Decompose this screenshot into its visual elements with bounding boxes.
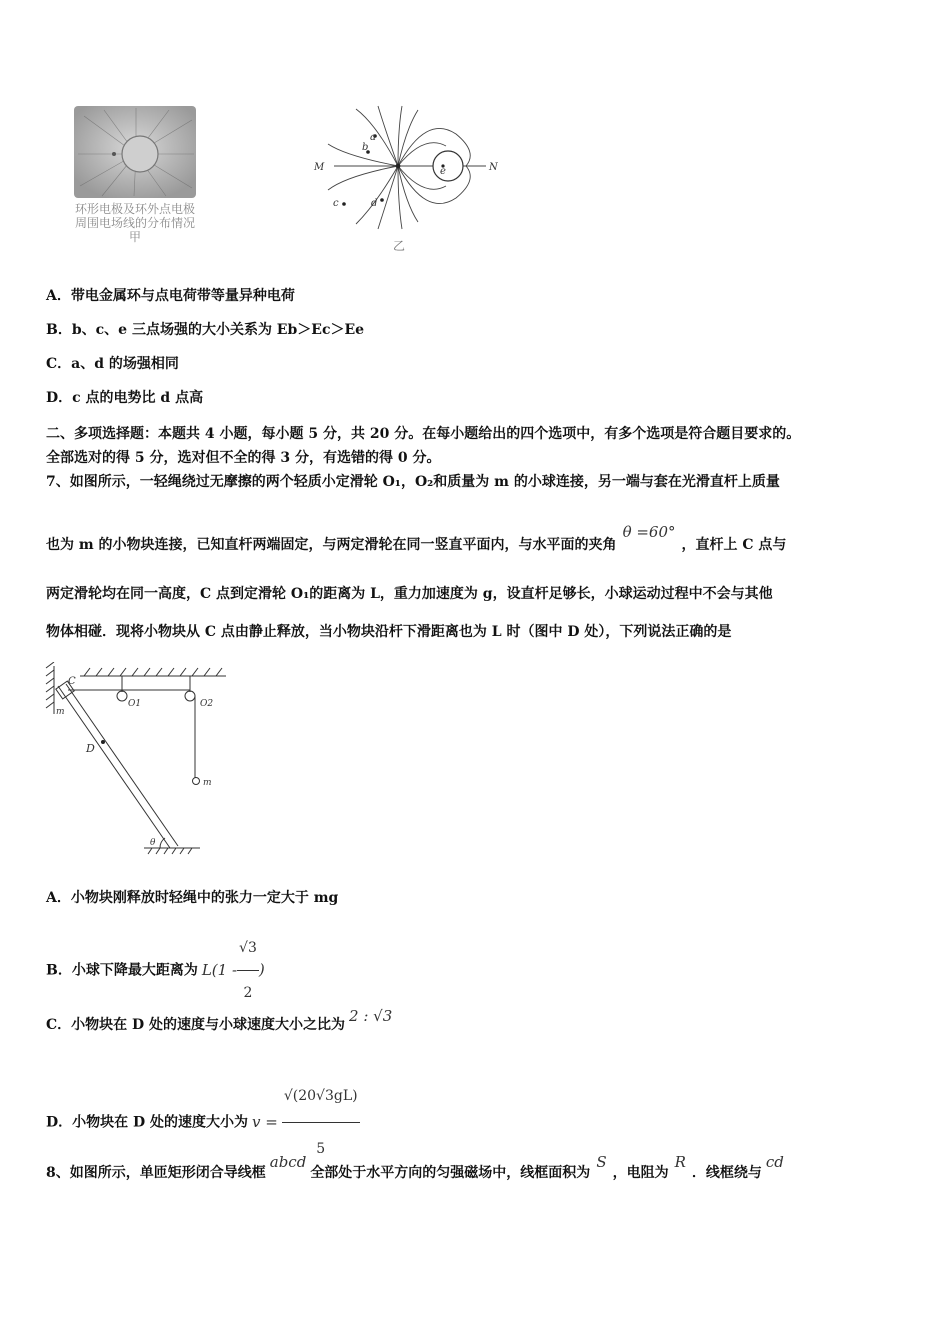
figure-jia <box>70 104 200 254</box>
jia-caption-line2: 周围电场线的分布情况 <box>74 216 195 230</box>
q7-stem-line3: 两定滑轮均在同一高度，C 点到定滑轮 O₁的距离为 L，重力加速度为 g，设直杆足够长，小球运动过程中不会与其他 <box>46 586 773 602</box>
q7-label-m-ball: m <box>203 778 212 788</box>
q8-stem: 8、如图所示，单匝矩形闭合导线框abcd全部处于水平方向的匀强磁场中，线框面积为S，电阻为R．线框绕与cd <box>46 1153 784 1181</box>
q7-option-b: B．小球下降最大距离为 L(1 - $\frac{√3}{2}$ ) <box>46 926 265 1015</box>
jia-caption-line1: 环形电极及环外点电极 <box>74 202 195 216</box>
q7-label-D: D <box>86 742 95 755</box>
b-formula-frac: $\frac{√3}{2}$ <box>237 926 259 1015</box>
q6-option-c: C．a、d 的场强相同 <box>46 356 179 372</box>
q7-label-C: C <box>68 676 76 687</box>
q7-label-theta: θ <box>150 838 156 848</box>
field-photo-image <box>74 106 200 198</box>
q7-option-a: A．小物块刚释放时轻绳中的张力一定大于 mg <box>46 890 339 906</box>
section2-line1: 二、多项选择题：本题共 4 小题，每小题 5 分，共 20 分。在每小题给出的四个选项中，有多个选项是符合题目要求的。 <box>46 426 801 442</box>
q7-stem-line2: 也为 m 的小物块连接，已知直杆两端固定，与两定滑轮在同一竖直平面内，与水平面的夹角θ =60°，直杆上 C 点与 <box>46 523 787 553</box>
q7-option-d: D．小物块在 D 处的速度大小为 v = $\frac{√(20√3gL)}{5}$ <box>46 1070 360 1175</box>
figure-yi <box>306 104 506 254</box>
yi-label-c: c <box>333 198 339 209</box>
yi-label-a: a <box>370 132 376 143</box>
q6-option-a: A．带电金属环与点电荷带等量异种电荷 <box>46 288 295 304</box>
q6-option-b: B．b、c、e 三点场强的大小关系为 Eb＞Ec＞Ee <box>46 322 365 338</box>
q7-label-m-block: m <box>56 707 65 717</box>
jia-caption-line3: 甲 <box>128 230 141 244</box>
d-formula-pre: v = <box>252 1112 278 1131</box>
yi-label-d: d <box>371 198 378 209</box>
yi-caption: 乙 <box>393 239 406 253</box>
b-formula-pre: L(1 - <box>201 960 238 979</box>
theta-60-formula: θ =60° <box>622 523 676 541</box>
q7-label-O2: O2 <box>200 699 214 709</box>
q7-stem-line4: 物体相碰．现将小物块从 C 点由静止释放，当小物块沿杆下滑距离也为 L 时（图中 D 处），下列说法正确的是 <box>46 624 732 640</box>
d-formula-frac: $\frac{√(20√3gL)}{5}$ <box>282 1070 360 1175</box>
yi-label-M: M <box>314 162 325 173</box>
q7-option-c: C．小物块在 D 处的速度与小球速度大小之比为 2 : √3 <box>46 1007 393 1033</box>
q7-figure <box>40 662 240 862</box>
yi-label-e: e <box>440 166 446 177</box>
section2-line2: 全部选对的得 5 分，选对但不全的得 3 分，有选错的得 0 分。 <box>46 450 441 466</box>
yi-label-N: N <box>489 162 498 173</box>
q6-option-d: D．c 点的电势比 d 点高 <box>46 390 204 406</box>
yi-label-b: b <box>362 142 369 153</box>
field-lines-diagram <box>306 104 506 254</box>
q7-stem-line1: 7、如图所示，一轻绳绕过无摩擦的两个轻质小定滑轮 O₁，O₂和质量为 m 的小球连接，另一端与套在光滑直杆上质量 <box>46 474 780 490</box>
q7-label-O1: O1 <box>128 699 142 709</box>
c-ratio-formula: 2 : √3 <box>349 1007 393 1025</box>
pulley-rod-diagram <box>40 662 240 862</box>
